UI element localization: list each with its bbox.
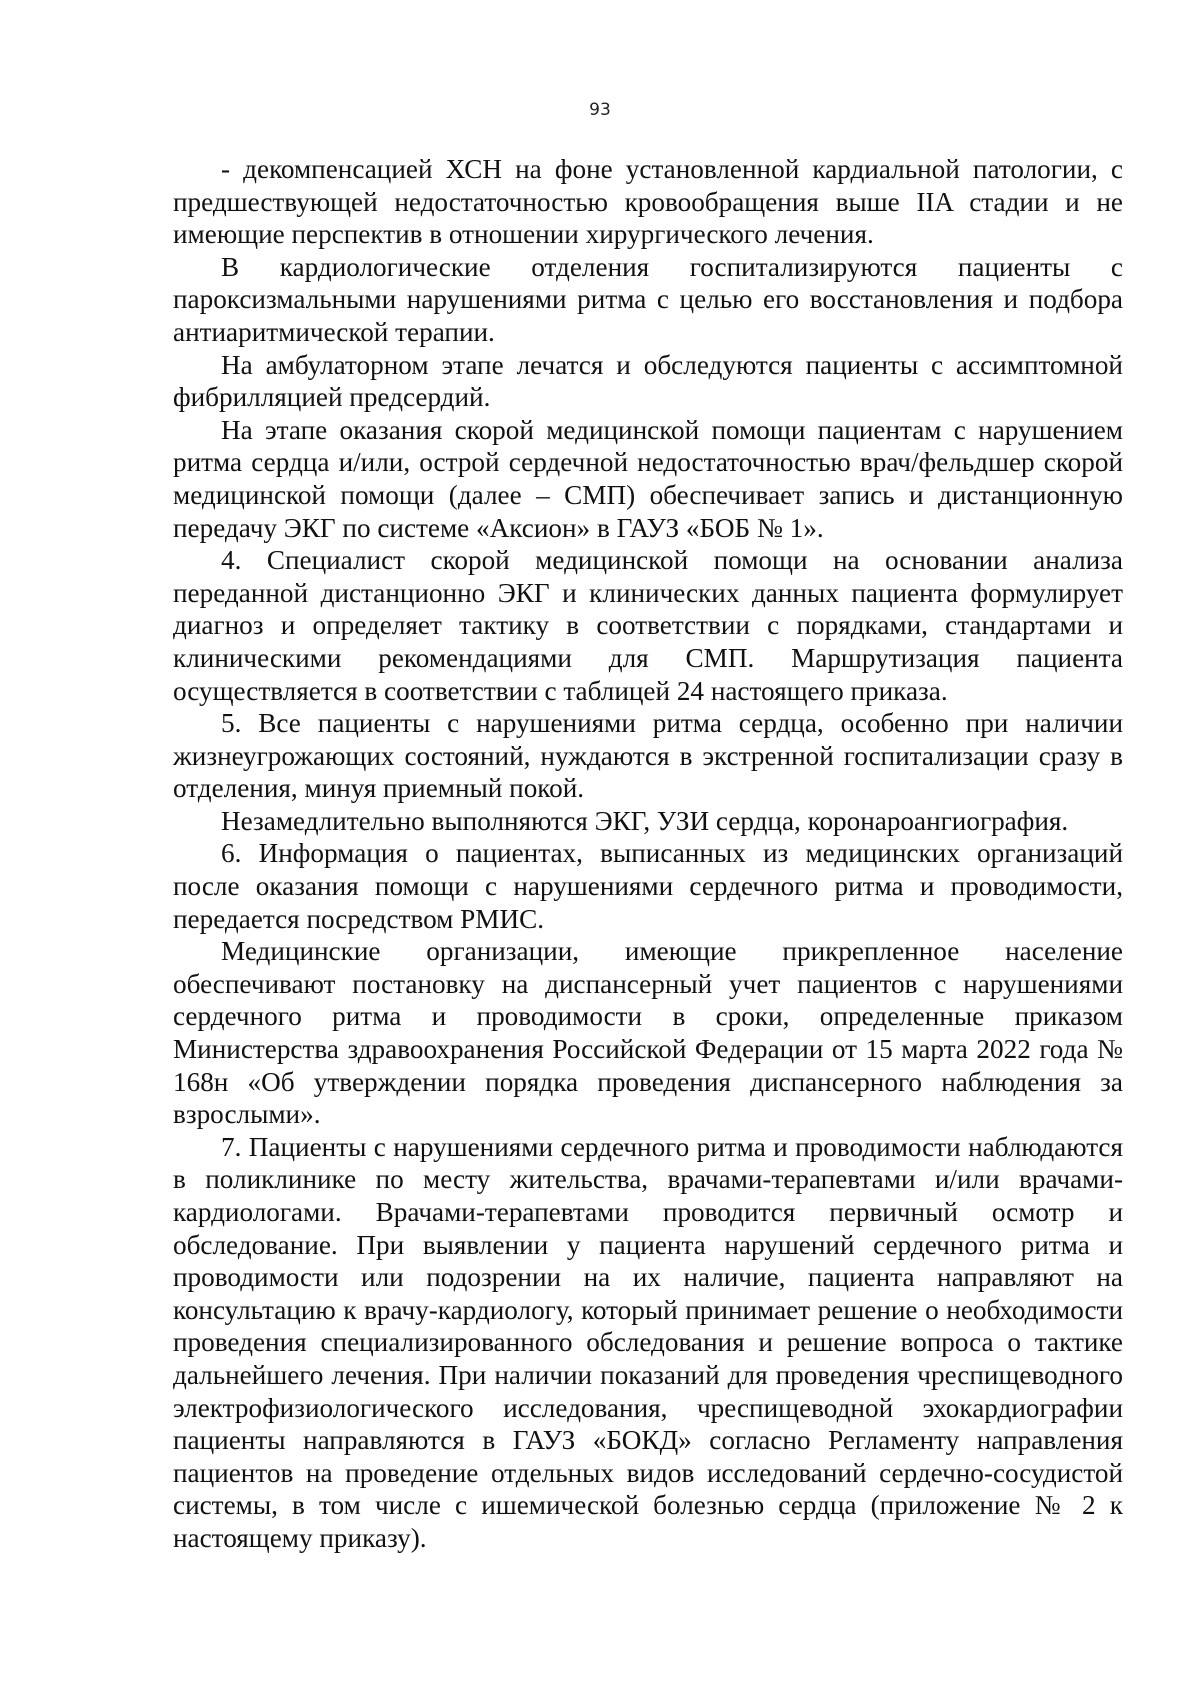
page-number: 93 xyxy=(589,100,611,120)
paragraph: На этапе оказания скорой медицинской помощи пациентам с нарушением ритма сердца и/или, острой сердечной недостаточностью врач/фельдшер скорой медицинской помощи (далее – СМП) обеспечивает запись и дистанционную передачу ЭКГ по системе «Аксион» в ГАУЗ «БОБ № 1». xyxy=(173,414,1123,543)
document-body xyxy=(173,153,1123,1555)
paragraph: 6. Информация о пациентах, выписанных из медицинских организаций после оказания помощи с нарушениями сердечного ритма и проводимости, передается посредством РМИС. xyxy=(173,838,1123,934)
paragraph: 5. Все пациенты с нарушениями ритма сердца, особенно при наличии жизнеугрожающих состояний, нуждаются в экстренной госпитализации сразу в отделения, минуя приемный покой. xyxy=(173,708,1123,804)
paragraph: Медицинские организации, имеющие прикрепленное население обеспечивают постановку на диспансерный учет пациентов с нарушениями сердечного ритма и проводимости в сроки, определенные приказом Министерства здравоохранения Российской Федерации от 15 марта 2022 года № 168н «Об утверждении порядка проведения диспансерного наблюдения за взрослыми». xyxy=(173,936,1123,1130)
paragraph: - декомпенсацией ХСН на фоне установленной кардиальной патологии, с предшествующей недостаточностью кровообращения выше IIA стадии и не имеющие перспектив в отношении хирургического лечения. xyxy=(173,154,1123,250)
paragraph: В кардиологические отделения госпитализируются пациенты с пароксизмальными нарушениями ритма с целью его восстановления и подбора антиаритмической терапии. xyxy=(173,251,1123,347)
paragraph: 7. Пациенты с нарушениями сердечного ритма и проводимости наблюдаются в поликлинике по месту жительства, врачами-терапевтами и/или врачами-кардиологами. Врачами-терапевтами проводится первичный осмотр и обследование. При выявлении у пациента нарушений сердечного ритма и проводимости или подозрении на их наличие, пациента направляют на консультацию к врачу-кардиологу, который принимает решение о необходимости проведения специализированного обследования и решение вопроса о тактике дальнейшего лечения. При наличии показаний для проведения чреспищеводного электрофизиологического исследования, чреспищеводной эхокардиографии пациенты направляются в ГАУЗ «БОКД» согласно Регламенту направления пациентов на проведение отдельных видов исследований сердечно-сосудистой системы, в том числе с ишемической болезнью сердца (приложение № 2 к настоящему приказу). xyxy=(173,1131,1123,1553)
paragraph: 4. Специалист скорой медицинской помощи на основании анализа переданной дистанционно ЭКГ и клинических данных пациента формулирует диагноз и определяет тактику в соответствии с порядками, стандартами и клиническими рекомендациями для СМП. Маршрутизация пациента осуществляется в соответствии с таблицей 24 настоящего приказа. xyxy=(173,545,1123,706)
paragraph: Незамедлительно выполняются ЭКГ, УЗИ сердца, коронароангиография. xyxy=(221,805,1069,836)
paragraph: На амбулаторном этапе лечатся и обследуются пациенты с ассимптомной фибрилляцией предсердий. xyxy=(173,349,1123,413)
